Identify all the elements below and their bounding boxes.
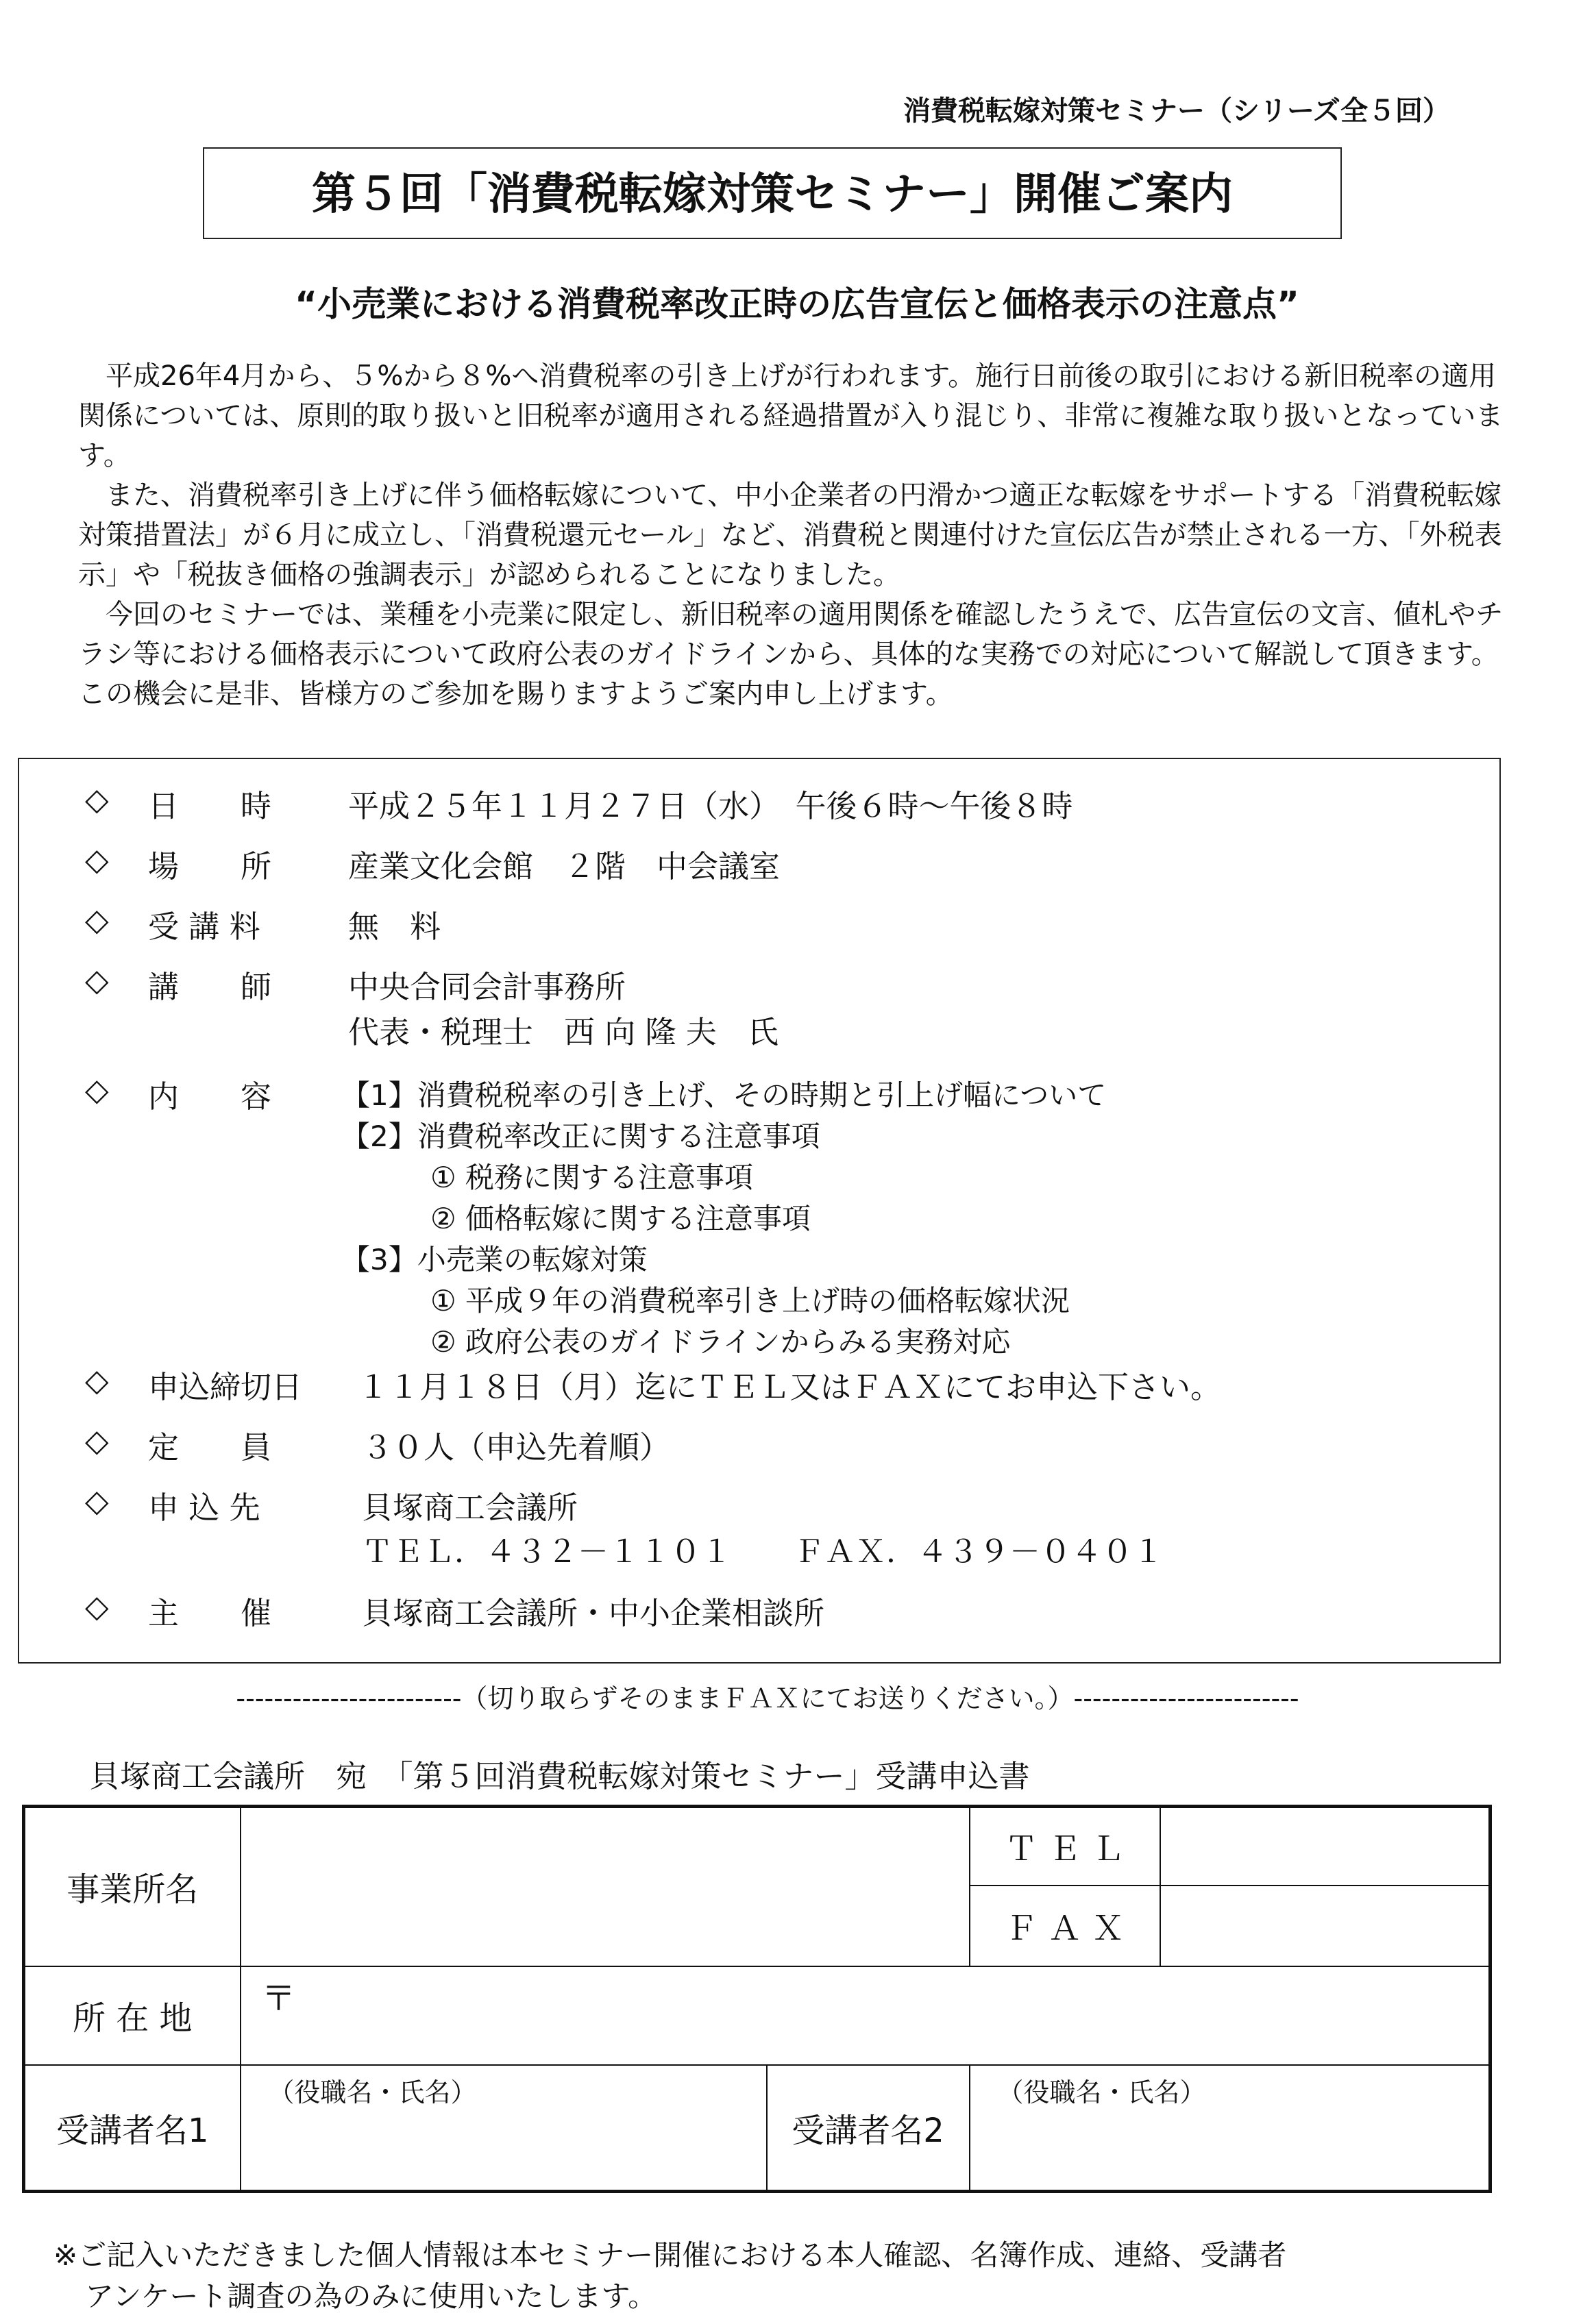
address-label: 所 在 地 [24,1966,241,2065]
attendee1-label: 受講者名1 [24,2065,241,2192]
apply-to-org: 貝塚商工会議所 [362,1489,578,1526]
venue-value: 産業文化会館 ２階 中会議室 [348,848,781,885]
title-box [203,147,1342,239]
lecturer-label: 講 師 [148,969,272,1005]
diamond-bullet: ◇ [85,1362,109,1398]
lecturer-name: 代表・税理士 西 向 隆 夫 氏 [348,1014,778,1050]
intro-paragraph-1: 平成26年4月から、５%から８%へ消費税率の引き上げが行われます。施行日前後の取引における新旧税率の適用関係については、原則的取り扱いと旧税率が適用される経過措置が入り混じり、非常に複雑な取り扱いとなっています。 [78,360,1504,471]
date-label: 日 時 [148,788,272,824]
tel-label: Ｔ Ｅ Ｌ [970,1807,1160,1886]
fee-value: 無 料 [348,908,441,945]
page-title: 第５回「消費税転嫁対策セミナー」開催ご案内 [312,169,1233,220]
diamond-bullet: ◇ [85,1422,109,1459]
venue-label: 場 所 [148,848,272,885]
privacy-note-line-1: ※ご記入いただきました個人情報は本セミナー開催における本人確認、名簿作成、連絡、受講者 [53,2238,1287,2272]
attendee1-field[interactable] [241,2065,767,2192]
apply-to-phone: ＴＥＬ．４３２－１１０１ ＦＡＸ．４３９－０４０１ [362,1533,1164,1570]
privacy-note-line-2: アンケート調査の為のみに使用いたします。 [85,2279,657,2313]
content-item: 【1】消費税税率の引き上げ、その時期と引上げ幅について [341,1078,1107,1112]
lecturer-office: 中央合同会計事務所 [348,969,626,1005]
address-field[interactable] [241,1966,1491,2065]
cut-line: ------------------------（切り取らずそのままＦＡＸにてお送りください。）------------------------ [236,1683,1299,1714]
series-header: 消費税転嫁対策セミナー（シリーズ全５回） [903,95,1450,127]
intro-paragraph-2: また、消費税率引き上げに伴う価格転嫁について、中小企業者の円滑かつ適正な転嫁をサポートする「消費税転嫁対策措置法」が６月に成立し、「消費税還元セール」など、消費税と関連付けた宣伝広告が禁止される一方、「外税表示」や「税抜き価格の強調表示」が認められることになりました。 [78,480,1502,591]
organizer-label: 主 催 [148,1595,272,1631]
diamond-bullet: ◇ [85,841,109,878]
application-form [22,1805,1492,2193]
seminar-details-box [18,758,1501,1664]
deadline-label: 申込締切日 [148,1369,303,1405]
content-item: 【3】小売業の転嫁対策 [341,1243,648,1276]
diamond-bullet: ◇ [85,1483,109,1519]
intro-text [78,356,1504,714]
subtitle: “小売業における消費税率改正時の広告宣伝と価格表示の注意点” [295,284,1299,324]
content-subitem: ① 平成９年の消費税率引き上げ時の価格転嫁状況 [430,1284,1070,1318]
diamond-bullet: ◇ [85,962,109,998]
intro-paragraph-3: 今回のセミナーでは、業種を小売業に限定し、新旧税率の適用関係を確認したうえで、広告宣伝の文言、値札やチラシ等における価格表示について政府公表のガイドラインから、具体的な実務での対応について解説して頂きます。この機会に是非、皆様方のご参加を賜りますようご案内申し上げます。 [78,599,1504,710]
privacy-note [53,2235,1479,2317]
form-title: 貝塚商工会議所 宛 「第５回消費税転嫁対策セミナー」受講申込書 [89,1758,1030,1794]
business-name-field[interactable] [241,1807,970,1966]
tel-field[interactable] [1160,1807,1491,1886]
attendee1-hint: （役職名・氏名） [268,2077,477,2107]
content-subitem: ② 政府公表のガイドラインからみる実務対応 [430,1325,1011,1359]
fax-label: Ｆ Ａ Ｘ [970,1886,1160,1966]
content-subitem: ① 税務に関する注意事項 [430,1161,754,1194]
diamond-bullet: ◇ [85,1588,109,1624]
diamond-bullet: ◇ [85,781,109,817]
attendee2-label: 受講者名2 [767,2065,970,2192]
capacity-value: ３０人（申込先着順） [362,1429,671,1466]
apply-to-label: 申 込 先 [148,1489,260,1526]
attendee2-hint: （役職名・氏名） [997,2077,1206,2107]
fax-field[interactable] [1160,1886,1491,1966]
attendee2-field[interactable] [970,2065,1491,2192]
content-label: 内 容 [148,1078,272,1115]
date-value: 平成２５年１１月２７日（水） 午後６時～午後８時 [348,788,1073,824]
organizer-value: 貝塚商工会議所・中小企業相談所 [362,1595,825,1631]
business-name-label: 事業所名 [24,1807,241,1966]
content-item: 【2】消費税率改正に関する注意事項 [341,1120,820,1153]
diamond-bullet: ◇ [85,902,109,938]
diamond-bullet: ◇ [85,1072,109,1108]
deadline-value: １１月１８日（月）迄にＴＥＬ又はＦＡＸにてお申込下さい。 [358,1369,1222,1405]
fee-label: 受 講 料 [148,908,260,945]
postal-mark: 〒 [261,1978,296,2018]
capacity-label: 定 員 [148,1429,272,1466]
content-subitem: ② 価格転嫁に関する注意事項 [430,1202,811,1235]
